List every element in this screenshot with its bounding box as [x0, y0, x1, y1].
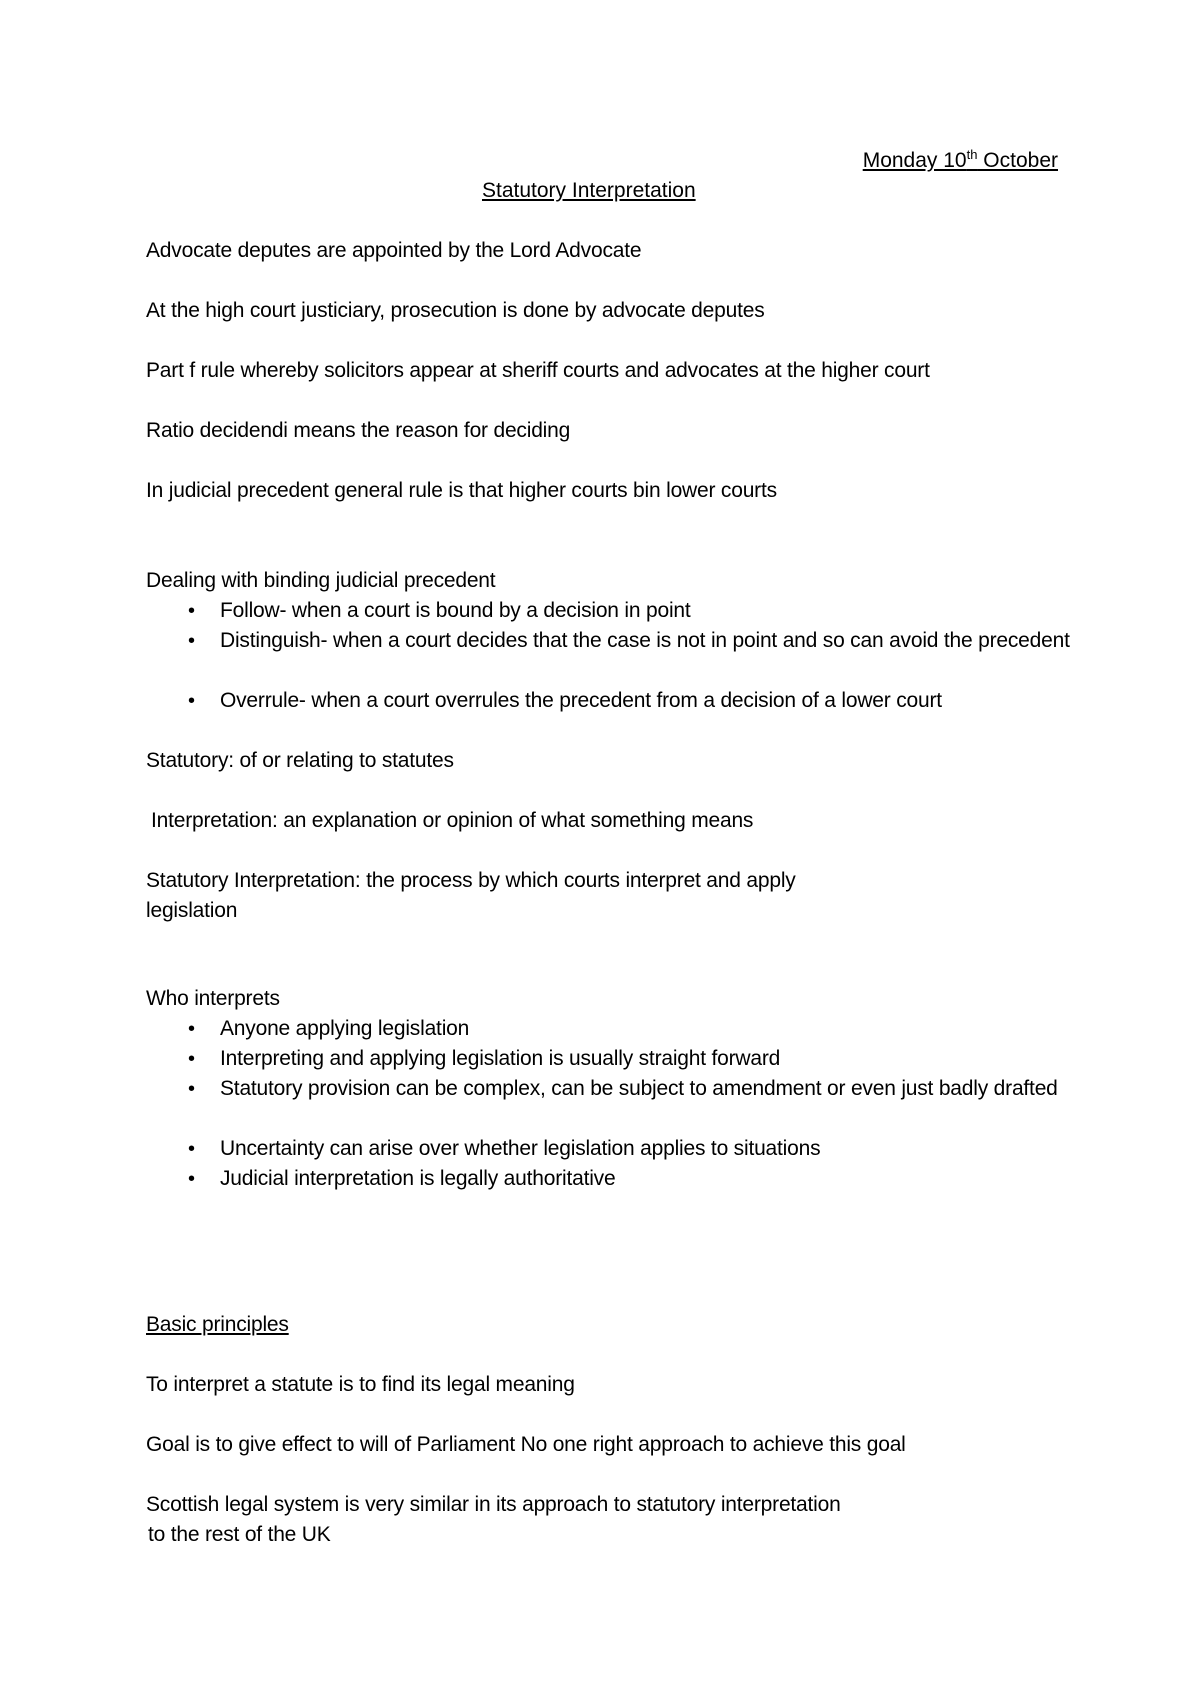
date-day: Monday 10	[862, 149, 967, 172]
page-title: Statutory Interpretation	[482, 179, 696, 202]
bullet-icon: •	[188, 1168, 196, 1190]
list-item-text: Uncertainty can arise over whether legislation applies to situations	[220, 1137, 821, 1160]
date-month: October	[977, 149, 1058, 172]
basic-paragraph-scottish: Scottish legal system is very similar in its approach to statutory interpretation	[146, 1493, 841, 1516]
list-item-text: Judicial interpretation is legally authoritative	[220, 1167, 616, 1190]
who-heading: Who interprets	[146, 987, 280, 1010]
list-item-text: Statutory provision can be complex, can be subject to amendment or even just badly drafted	[220, 1077, 1058, 1100]
list-item-text: Follow- when a court is bound by a decision in point	[220, 599, 691, 622]
paragraph-high-court: At the high court justiciary, prosecution is done by advocate deputes	[146, 299, 765, 322]
list-item-text: Overrule- when a court overrules the precedent from a decision of a lower court	[220, 689, 942, 712]
basic-paragraph-scottish-continued: to the rest of the UK	[148, 1523, 331, 1546]
definition-statutory: Statutory: of or relating to statutes	[146, 749, 454, 772]
list-item	[146, 686, 1086, 716]
list-item	[146, 1074, 1086, 1104]
list-item	[146, 626, 1086, 656]
paragraph-judicial-precedent: In judicial precedent general rule is that higher courts bin lower courts	[146, 479, 777, 502]
list-item-text: Interpreting and applying legislation is usually straight forward	[220, 1047, 781, 1070]
list-item	[146, 1134, 1086, 1164]
date-heading	[863, 146, 1058, 176]
list-item	[146, 1044, 1086, 1074]
bullet-icon: •	[188, 600, 196, 622]
basic-principles-heading: Basic principles	[146, 1313, 289, 1336]
paragraph-part-rule: Part f rule whereby solicitors appear at sheriff courts and advocates at the higher court	[146, 359, 930, 382]
basic-paragraph-goal: Goal is to give effect to will of Parliament No one right approach to achieve this goal	[146, 1433, 906, 1456]
binding-heading: Dealing with binding judicial precedent	[146, 569, 496, 592]
date-superscript: th	[966, 147, 978, 162]
list-item	[146, 596, 1086, 626]
basic-paragraph-interpret: To interpret a statute is to find its legal meaning	[146, 1373, 575, 1396]
paragraph-ratio-decidendi: Ratio decidendi means the reason for deciding	[146, 419, 571, 442]
definition-statutory-interpretation: Statutory Interpretation: the process by which courts interpret and apply	[146, 869, 796, 892]
list-item	[146, 1164, 1086, 1194]
definition-interpretation: Interpretation: an explanation or opinion of what something means	[151, 809, 754, 832]
list-item-text: Anyone applying legislation	[220, 1017, 470, 1040]
bullet-icon: •	[188, 1018, 196, 1040]
bullet-icon: •	[188, 1138, 196, 1160]
bullet-icon: •	[188, 630, 196, 652]
definition-statutory-interpretation-continued: legislation	[146, 899, 238, 922]
paragraph-advocate-deputes: Advocate deputes are appointed by the Lord Advocate	[146, 239, 642, 262]
list-item	[146, 1014, 1086, 1044]
bullet-icon: •	[188, 1048, 196, 1070]
bullet-icon: •	[188, 690, 196, 712]
list-item-text: Distinguish- when a court decides that the case is not in point and so can avoid the precedent	[220, 629, 1070, 652]
bullet-icon: •	[188, 1078, 196, 1100]
